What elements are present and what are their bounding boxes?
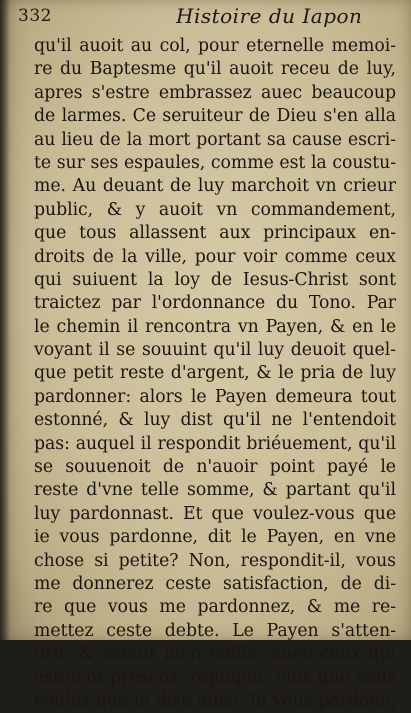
- text-line: qu'il auoit au col, pour eternelle memoi-: [34, 36, 396, 56]
- text-line: chose si petite? Non, respondit-il, vous: [34, 550, 396, 571]
- text-line: me donnerez ceste satisfaction, de di-: [34, 573, 396, 594]
- text-line: pas: auquel il respondit briéuement, qu'il: [34, 433, 396, 454]
- text-line: apres s'estre embrassez auec beaucoup: [34, 82, 396, 103]
- text-line: reste d'vne telle somme, & partant qu'il: [34, 480, 396, 501]
- text-line: se souuenoit de n'auoir point payé le: [34, 457, 396, 478]
- page-header: [16, 4, 396, 30]
- running-title: Histoire du Iapon: [176, 4, 363, 28]
- text-line: ie vous pardonne, dit le Payen, en vne: [34, 527, 396, 548]
- text-line: mettez ceste debte. Le Payen s'atten-: [34, 620, 396, 641]
- page-gutter-shadow: [0, 0, 10, 640]
- text-line: voyant il se souuint qu'il luy deuoit quel-: [34, 340, 396, 361]
- body-text: [34, 35, 396, 713]
- text-line: estonné, & luy dist qu'il ne l'entendoit: [34, 410, 396, 431]
- text-line: public, & y auoit vn commandement,: [34, 199, 396, 220]
- page-number: 332: [18, 6, 52, 26]
- text-line: re que vous me pardonnez, & me re-: [34, 597, 396, 618]
- text-line: traictez par l'ordonnance du Tono. Par: [34, 293, 396, 314]
- text-line: luy pardonnast. Et que voulez-vous que: [34, 503, 396, 524]
- text-line: le chemin il rencontra vn Payen, & en le: [34, 316, 396, 337]
- text-line: que petit reste d'argent, & le pria de luy: [34, 363, 396, 384]
- text-line: voulez que ie dise ainsi, Ie vous pardóne,: [34, 690, 396, 711]
- text-line: te sur ses espaules, comme est la coustu-: [34, 152, 396, 173]
- text-line: drit, & estant bien edifié, auec ceux qui: [34, 644, 396, 665]
- text-line: qui suiuent la loy de Iesus-Christ sont: [34, 269, 396, 290]
- text-line: droits de la ville, pour voir comme ceux: [34, 246, 396, 267]
- text-line: que tous allassent aux principaux en-: [34, 223, 396, 244]
- text-line: au lieu de la mort portant sa cause escri-: [34, 129, 396, 150]
- text-line: me. Au deuant de luy marchoit vn crieur: [34, 176, 396, 197]
- text-line: de larmes. Ce seruiteur de Dieu s'en alla: [34, 106, 396, 127]
- text-line: re du Baptesme qu'il auoit receu de luy,: [34, 59, 396, 80]
- text-line: estoient presens, repliqua: Puis que vous: [34, 667, 396, 688]
- text-line: pardonner: alors le Payen demeura tout: [34, 386, 396, 407]
